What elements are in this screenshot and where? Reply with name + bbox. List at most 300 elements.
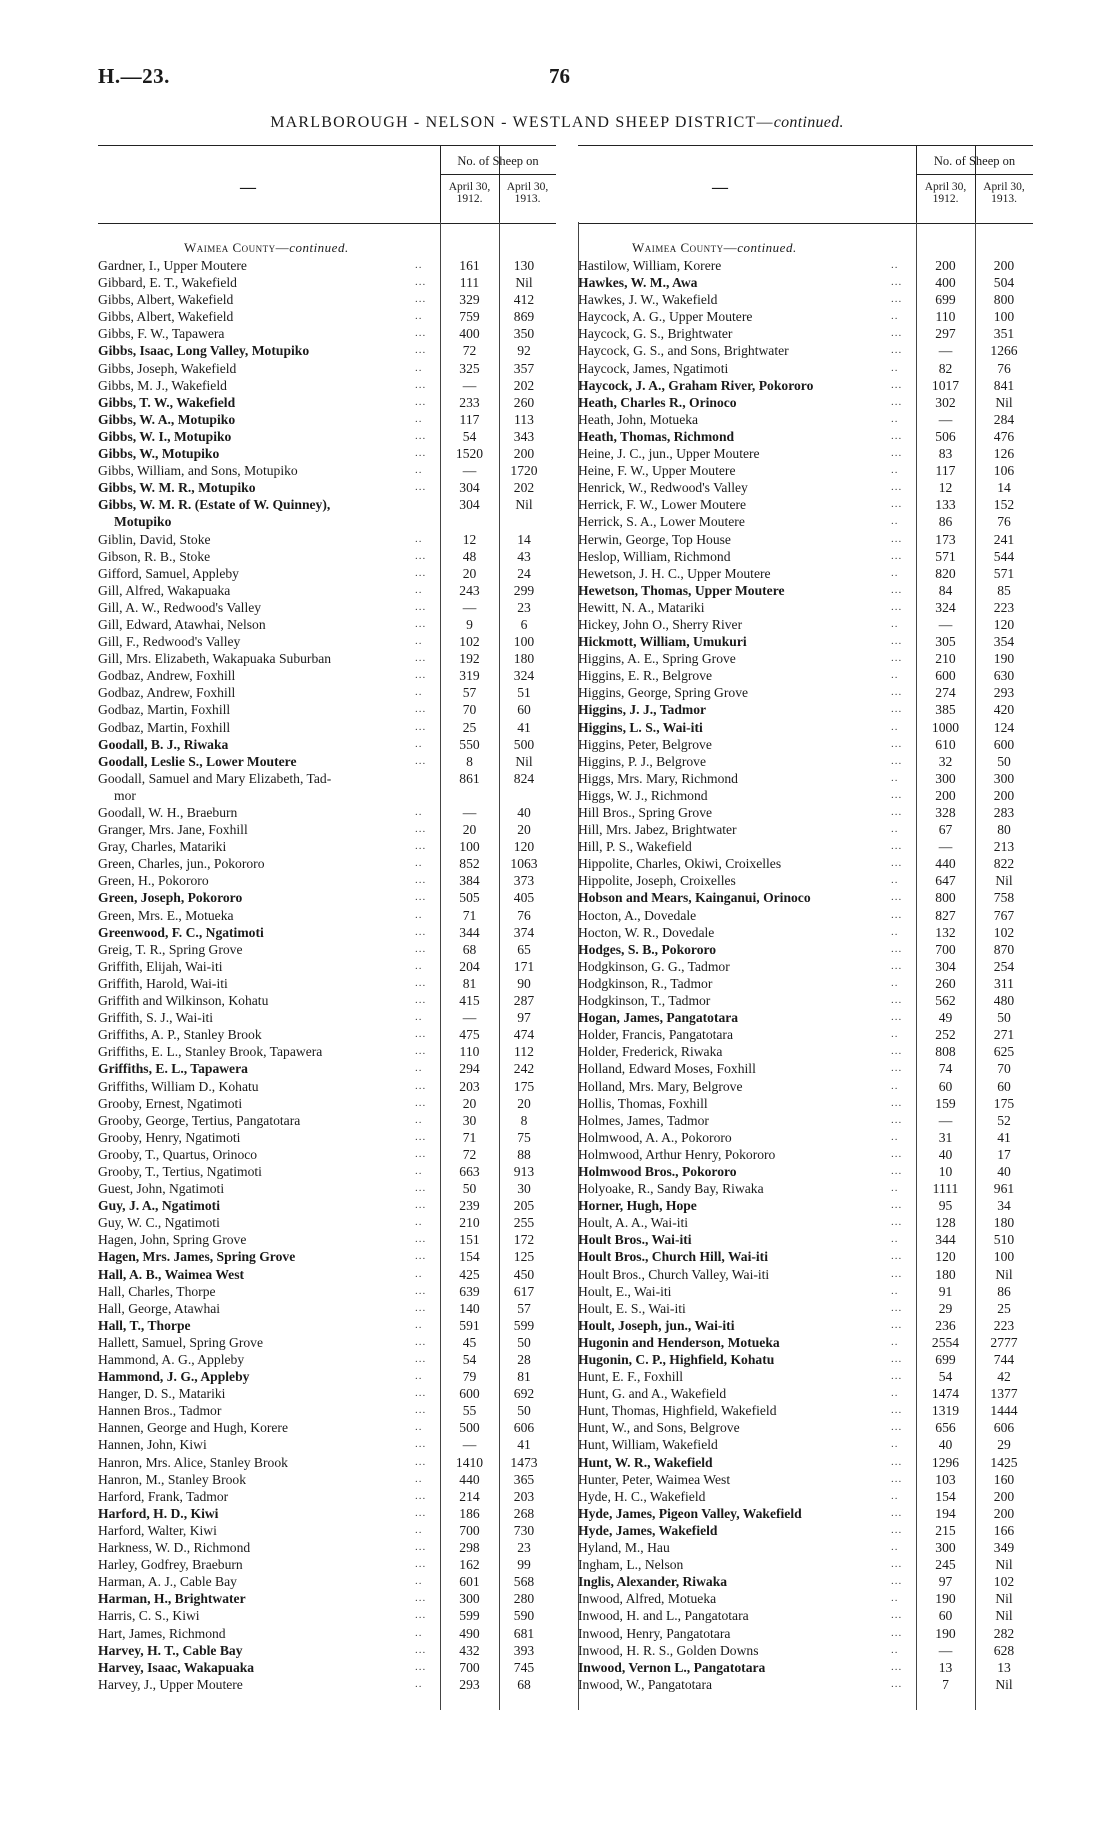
leader-dots: ... [891, 891, 903, 904]
entry-name-line: Harris, C. S., Kiwi [98, 1608, 200, 1624]
sheep-count-1912: — [938, 411, 953, 427]
entry-name-line: Heath, John, Motueka [578, 411, 699, 427]
entry-name [98, 1539, 250, 1556]
table-row [98, 1505, 556, 1522]
entry-name-line: Gibbs, W. I., Motupiko [98, 428, 232, 444]
left-header-dash: — [240, 179, 256, 196]
leader-dots: ... [891, 583, 903, 596]
sheep-count-1913: Nil [995, 1591, 1013, 1607]
leader-dots: ... [415, 823, 427, 836]
sheep-count-1913: 76 [517, 907, 531, 923]
entry-name [98, 291, 233, 308]
sheep-count-1913: 420 [993, 702, 1015, 718]
sheep-count-1913: 961 [993, 1181, 1015, 1197]
table-row [98, 667, 556, 684]
sheep-count-1913: 23 [517, 599, 531, 615]
entry-name [98, 308, 233, 325]
entry-name [578, 924, 714, 941]
table-row [98, 924, 556, 941]
leader-dots: .. [415, 1011, 423, 1024]
sheep-count-1913: 200 [993, 1505, 1015, 1521]
sheep-count-1912: 297 [935, 326, 956, 342]
entry-name-line: Hammond, J. G., Appleby [98, 1369, 250, 1385]
entry-name-line: Gardner, I., Upper Moutere [98, 258, 247, 273]
sheep-count-1913: 113 [514, 411, 534, 427]
entry-name [98, 719, 230, 736]
leader-dots: ... [415, 1660, 427, 1673]
entry-name-line: Griffiths, E. L., Stanley Brook, Tapawera [98, 1044, 323, 1060]
sheep-count-1913: 692 [513, 1386, 535, 1402]
entry-name [98, 1505, 218, 1522]
sheep-count-1913: 112 [514, 1044, 534, 1060]
table-row [578, 1078, 1033, 1095]
leader-dots: ... [891, 806, 903, 818]
sheep-count-1912: 68 [462, 941, 477, 957]
entry-name [98, 257, 247, 274]
leader-dots: .. [415, 1113, 423, 1126]
entry-name [578, 1625, 730, 1642]
leader-dots: ... [891, 1250, 903, 1263]
sheep-count-1913: 568 [513, 1574, 535, 1590]
entry-name-line: Gill, Edward, Atawhai, Nelson [98, 616, 266, 632]
sheep-count-1913: 14 [517, 531, 531, 547]
sheep-count-1912: 55 [462, 1403, 477, 1419]
sheep-count-1912: 57 [462, 685, 477, 701]
leader-dots: ... [415, 874, 427, 887]
table-row [98, 633, 556, 650]
leader-dots: .. [415, 1062, 423, 1075]
sheep-count-1913: Nil [515, 497, 533, 513]
table-row [98, 548, 556, 565]
leader-dots: .. [415, 1575, 423, 1588]
leader-dots: ... [415, 600, 427, 613]
table-row [578, 924, 1033, 941]
table-row [98, 1283, 556, 1300]
entry-name-line: Griffiths, William D., Kohatu [98, 1078, 259, 1094]
table-row [578, 1676, 1033, 1693]
entry-name-line: Greig, T. R., Spring Grove [98, 941, 243, 957]
entry-name [578, 1026, 733, 1043]
leader-dots: ... [415, 1455, 427, 1468]
sheep-count-1912: 440 [935, 856, 956, 872]
entry-name [578, 650, 736, 667]
table-row [578, 889, 1033, 906]
entry-name [578, 1368, 683, 1385]
entry-name-line: Heath, Thomas, Richmond [578, 428, 735, 444]
sheep-count-1912: 60 [938, 1078, 953, 1094]
sheep-count-1912: 329 [459, 292, 480, 308]
sheep-count-1912: 25 [462, 719, 477, 735]
entry-name-line: Gibbs, M. J., Wakefield [98, 377, 227, 393]
entry-name [98, 1419, 288, 1436]
entry-name-line: Greenwood, F. C., Ngatimoti [98, 924, 264, 940]
entry-name [578, 1505, 802, 1522]
sheep-count-1913: 223 [993, 1317, 1015, 1333]
table-row [578, 342, 1033, 359]
sheep-count-1913: 99 [517, 1557, 531, 1573]
leader-dots: ... [891, 1575, 903, 1588]
leader-dots: .. [415, 635, 423, 648]
entry-name-line: Hodgkinson, G. G., Tadmor [578, 958, 730, 974]
entry-name-line: Herrick, S. A., Lower Moutere [578, 514, 745, 530]
entry-name-line: Higgs, W. J., Richmond [578, 787, 708, 803]
sheep-count-1912: 72 [462, 1146, 477, 1162]
sheep-count-1912: — [938, 616, 953, 632]
entry-name [578, 838, 692, 855]
sheep-count-1912: 161 [459, 258, 480, 273]
sheep-count-1912: 74 [938, 1061, 953, 1077]
sheep-count-1913: 80 [997, 822, 1011, 838]
sheep-count-1912: 173 [935, 531, 956, 547]
entry-name-line: Green, Joseph, Pokororo [98, 890, 243, 906]
sheep-count-1913: 57 [517, 1300, 531, 1316]
table-row [98, 1129, 556, 1146]
entry-name [98, 975, 228, 992]
entry-name-line: Hammond, A. G., Appleby [98, 1352, 245, 1367]
sheep-count-1913: 824 [513, 770, 535, 786]
table-row [578, 1402, 1033, 1419]
sheep-count-1913: 202 [513, 377, 535, 393]
entry-name [98, 411, 235, 428]
leader-dots: .. [415, 1318, 423, 1331]
sheep-count-1913: 160 [993, 1471, 1015, 1487]
entry-name-line: Hodgkinson, T., Tadmor [578, 993, 711, 1009]
leader-dots: ... [891, 276, 903, 289]
entry-name-line: Hannen, John, Kiwi [98, 1437, 207, 1453]
entry-name [578, 1163, 737, 1180]
sheep-count-1913: 283 [993, 805, 1015, 820]
leader-dots: ... [891, 1011, 903, 1024]
leader-dots: ... [891, 942, 903, 955]
entry-name-line: Hill, P. S., Wakefield [578, 839, 692, 855]
entry-name-line: Gibson, R. B., Stoke [98, 548, 211, 564]
sheep-count-1912: 700 [459, 1659, 480, 1675]
sheep-count-1912: 384 [459, 873, 480, 889]
leader-dots: .. [415, 412, 423, 425]
leader-dots: .. [891, 464, 899, 477]
sheep-count-1913: 590 [513, 1608, 535, 1624]
leader-dots: ... [891, 1096, 903, 1109]
entry-name-line: Hippolite, Charles, Okiwi, Croixelles [578, 856, 782, 872]
sheep-count-1912: 236 [935, 1317, 956, 1333]
leader-dots: .. [415, 1626, 423, 1639]
entry-name [578, 1522, 717, 1539]
table-row [98, 855, 556, 872]
sheep-count-1912: — [462, 463, 477, 479]
entry-name-line: Harley, Godfrey, Braeburn [98, 1557, 243, 1573]
entry-name-line: Hickey, John O., Sherry River [578, 616, 743, 632]
sheep-count-1912: 210 [459, 1215, 480, 1231]
leader-dots: ... [891, 498, 903, 511]
sheep-count-1912: 699 [935, 292, 956, 308]
entry-name [578, 855, 781, 872]
sheep-count-1913: 202 [513, 480, 535, 496]
entry-name-line: Higgs, Mrs. Mary, Richmond [578, 770, 738, 786]
table-row [578, 1317, 1033, 1334]
leader-dots: ... [891, 447, 903, 460]
sheep-count-1913: 405 [513, 890, 535, 906]
table-row [98, 907, 556, 924]
leader-dots: ... [891, 737, 903, 750]
entry-name-line: Holder, Frederick, Riwaka [578, 1044, 723, 1060]
entry-name-line: Hastilow, William, Korere [578, 258, 722, 273]
sheep-count-1913: 13 [997, 1659, 1011, 1675]
sheep-count-1913: Nil [995, 1557, 1013, 1573]
leader-dots: ... [415, 378, 427, 391]
sheep-count-1913: 357 [513, 360, 535, 376]
right-section-continued: continued. [737, 240, 797, 255]
sheep-count-1912: 506 [935, 428, 956, 444]
table-row [98, 1385, 556, 1402]
sheep-count-1913: 1377 [990, 1386, 1018, 1402]
leader-dots: .. [415, 857, 423, 870]
entry-name-line: Hewitt, N. A., Matariki [578, 599, 705, 615]
right-section-name: Waimea County— [632, 240, 738, 255]
left-table-header [98, 145, 556, 224]
sheep-count-1913: 85 [997, 582, 1011, 598]
entry-name [98, 667, 235, 684]
entry-name [578, 975, 712, 992]
sheep-count-1912: 20 [462, 822, 477, 838]
entry-name [578, 377, 813, 394]
leader-dots: ... [891, 1147, 903, 1160]
table-row [578, 1112, 1033, 1129]
right-header-1912: April 30, 1912. [924, 181, 967, 205]
table-row [578, 958, 1033, 975]
left-rows [98, 257, 556, 1693]
sheep-count-1913: 200 [993, 1488, 1015, 1504]
sheep-count-1913: 1063 [510, 856, 538, 872]
leader-dots: ... [415, 1353, 427, 1365]
entry-name [578, 821, 737, 838]
sheep-count-1912: — [938, 1642, 953, 1658]
table-row [578, 308, 1033, 325]
entry-name-line: Hoult, A. A., Wai-iti [578, 1215, 689, 1231]
sheep-count-1912: 29 [938, 1300, 953, 1316]
entry-name [98, 1043, 322, 1060]
sheep-count-1912: 48 [462, 548, 477, 564]
entry-name [98, 1112, 300, 1129]
leader-dots: .. [891, 566, 899, 579]
leader-dots: ... [415, 976, 427, 989]
entry-name [578, 1471, 730, 1488]
page-title [0, 114, 1114, 132]
entry-name-line: Griffith, Elijah, Wai-iti [98, 958, 223, 974]
entry-name [98, 377, 227, 394]
entry-name-line: Inwood, Vernon L., Pangatotara [578, 1659, 766, 1675]
sheep-count-1912: 71 [462, 1129, 477, 1145]
sheep-count-1912: 110 [459, 1044, 480, 1060]
entry-name [98, 599, 261, 616]
entry-name-line: Harford, Frank, Tadmor [98, 1488, 229, 1504]
leader-dots: .. [891, 1182, 899, 1195]
entry-name [98, 650, 331, 667]
entry-name [578, 1214, 688, 1231]
leader-dots: .. [415, 1216, 423, 1229]
sheep-count-1913: 758 [993, 890, 1015, 906]
sheep-count-1913: 24 [517, 565, 531, 581]
table-row [578, 616, 1033, 633]
table-row [98, 462, 556, 479]
leader-dots: ... [891, 1523, 903, 1536]
leader-dots: ... [891, 1472, 903, 1485]
sheep-count-1912: 120 [935, 1249, 956, 1265]
table-row [578, 701, 1033, 718]
sheep-count-1912: 154 [459, 1249, 480, 1265]
entry-name-line: Griffith, Harold, Wai-iti [98, 975, 228, 991]
table-row [578, 1248, 1033, 1265]
table-row [98, 1266, 556, 1283]
leader-dots: .. [891, 1335, 899, 1348]
table-row [98, 599, 556, 616]
sheep-count-1912: 32 [938, 753, 953, 769]
entry-name [578, 291, 717, 308]
entry-name-line: Hickmott, William, Umukuri [578, 634, 747, 650]
table-row [98, 1454, 556, 1471]
sheep-count-1913: 92 [517, 343, 531, 359]
entry-name [98, 804, 237, 821]
leader-dots: ... [415, 549, 427, 562]
entry-name [578, 1436, 718, 1453]
entry-name-line: Goodall, B. J., Riwaka [98, 736, 229, 752]
entry-name [578, 1351, 774, 1368]
sheep-count-1912: 245 [935, 1557, 956, 1573]
leader-dots: .. [891, 412, 899, 425]
sheep-count-1913: 124 [993, 719, 1015, 735]
leader-dots: ... [891, 395, 903, 408]
sheep-count-1912: 79 [462, 1369, 477, 1385]
entry-name-line: Haycock, J. A., Graham River, Pokororo [578, 377, 814, 393]
leader-dots: ... [415, 1643, 427, 1656]
entry-name [98, 889, 242, 906]
entry-name [578, 1129, 732, 1146]
right-table-header [578, 145, 1033, 224]
sheep-count-1912: 600 [459, 1386, 480, 1402]
entry-name [578, 872, 736, 889]
sheep-count-1912: 304 [459, 497, 480, 513]
entry-name [578, 889, 811, 906]
leader-dots: .. [415, 1164, 423, 1177]
sheep-count-1912: 298 [459, 1540, 480, 1556]
sheep-count-1913: 730 [513, 1522, 535, 1538]
entry-name [578, 531, 731, 548]
entry-name-line: Heath, Charles R., Orinoco [578, 394, 737, 410]
entry-name-line: Gibbs, W. A., Motupiko [98, 411, 236, 427]
sheep-count-1913: 88 [517, 1146, 531, 1162]
entry-name [578, 1009, 738, 1026]
table-row [578, 1488, 1033, 1505]
table-row [578, 360, 1033, 377]
sheep-count-1913: 1425 [990, 1454, 1018, 1470]
entry-name [98, 531, 211, 548]
sheep-count-1912: 110 [935, 309, 956, 325]
sheep-count-1913: Nil [995, 1608, 1013, 1624]
table-row [98, 1539, 556, 1556]
table-row [578, 667, 1033, 684]
sheep-count-1912: 243 [459, 582, 480, 598]
leader-dots: ... [415, 1284, 427, 1297]
table-row [98, 377, 556, 394]
entry-name-line: Inwood, H. and L., Pangatotara [578, 1608, 749, 1624]
sheep-count-1912: 117 [935, 463, 956, 479]
leader-dots: .. [891, 976, 899, 989]
table-row [98, 342, 556, 359]
entry-name [98, 1231, 246, 1248]
sheep-count-1913: 8 [520, 1112, 528, 1128]
leader-dots: .. [891, 1643, 899, 1656]
table-row [578, 582, 1033, 599]
entry-name-line: Herwin, George, Top House [578, 531, 731, 547]
sheep-count-1913: 571 [993, 565, 1015, 581]
leader-dots: ... [891, 686, 903, 699]
entry-name [98, 1488, 228, 1505]
sheep-count-1912: 425 [459, 1266, 480, 1282]
table-row [578, 1300, 1033, 1317]
entry-name [578, 753, 706, 770]
entry-name-line: Guy, J. A., Ngatimoti [98, 1198, 220, 1214]
entry-name-line: Grooby, Ernest, Ngatimoti [98, 1095, 243, 1111]
sheep-count-1913: 869 [513, 309, 535, 325]
table-row [98, 1180, 556, 1197]
sheep-count-1912: 82 [938, 360, 953, 376]
entry-name-line: Guest, John, Ngatimoti [98, 1181, 225, 1197]
entry-name-line: Hill, Mrs. Jabez, Brightwater [578, 822, 737, 838]
entry-name-line: Hagen, Mrs. James, Spring Grove [98, 1249, 296, 1265]
entry-name [98, 428, 231, 445]
sheep-count-1913: Nil [995, 873, 1013, 889]
leader-dots: .. [891, 1130, 899, 1143]
entry-name-line: Inwood, H. R. S., Golden Downs [578, 1642, 759, 1658]
sheep-count-1912: 72 [462, 343, 477, 359]
sheep-count-1912: 83 [938, 446, 953, 462]
sheep-count-1912: 699 [935, 1352, 956, 1367]
leader-dots: ... [415, 566, 427, 579]
table-row [578, 445, 1033, 462]
sheep-count-1912: — [462, 377, 477, 393]
entry-name-line: Hawkes, W. M., Awa [578, 275, 698, 291]
entry-name-line: Hobson and Mears, Kainganui, Orinoco [578, 890, 811, 906]
sheep-count-1912: 2554 [931, 1334, 960, 1350]
sheep-count-1912: 294 [459, 1061, 480, 1077]
leader-dots: ... [891, 1660, 903, 1673]
entry-name [578, 257, 721, 274]
table-row [98, 1231, 556, 1248]
leader-dots: ... [415, 754, 427, 767]
table-row [98, 616, 556, 633]
leader-dots: ... [891, 652, 903, 665]
sheep-count-1912: 852 [459, 856, 480, 872]
left-header-rule [440, 174, 556, 175]
sheep-count-1912: 475 [459, 1027, 480, 1043]
table-row [98, 1573, 556, 1590]
leader-dots: ... [415, 617, 427, 630]
entry-name [98, 1146, 257, 1163]
entry-name-line: Hewetson, J. H. C., Upper Moutere [578, 565, 771, 581]
entry-name-line: Hoult, E. S., Wai-iti [578, 1300, 686, 1316]
entry-name [98, 1180, 224, 1197]
table-row [578, 496, 1033, 513]
sheep-count-1913: 29 [997, 1437, 1011, 1453]
sheep-count-1912: 9 [466, 616, 473, 632]
sheep-count-1913: 65 [517, 941, 531, 957]
sheep-count-1913: 30 [517, 1181, 531, 1197]
table-row [578, 1146, 1033, 1163]
entry-name [578, 462, 735, 479]
sheep-count-1912: 610 [935, 736, 956, 752]
entry-name [98, 479, 256, 496]
sheep-count-1912: 1474 [931, 1386, 960, 1402]
sheep-count-1912: — [938, 1112, 953, 1128]
